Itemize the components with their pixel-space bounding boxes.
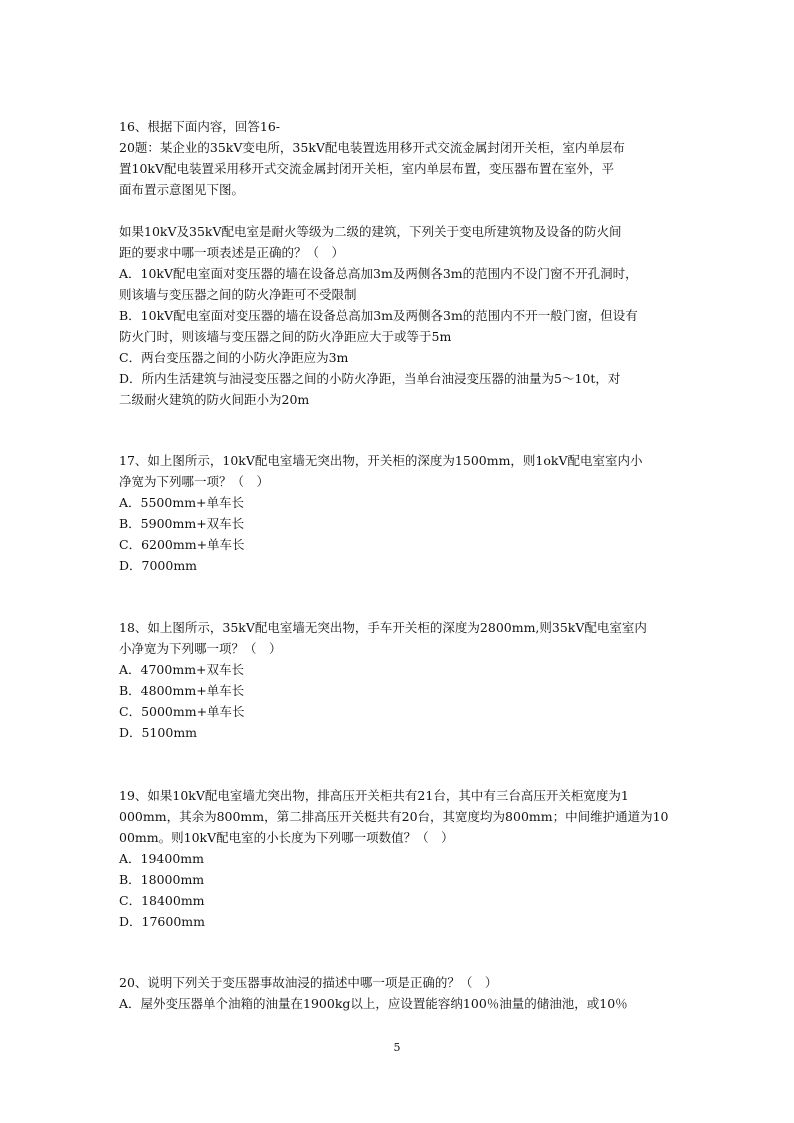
- text-line: 20题：某企业的35kV变电所，35kV配电装置选用移开式交流金属封闭开关柜，室内单层布: [119, 140, 625, 155]
- option-line: B．5900mm+双车长: [119, 516, 245, 531]
- option-line: B．18000mm: [119, 872, 205, 887]
- question-20: 20、说明下列关于变压器事故油浸的描述中哪一项是正确的？（ ）: [119, 975, 498, 990]
- question-17: 17、如上图所示，10kV配电室墙无突出物，开关柜的深度为1500mm，则1okV配电室室内小: [119, 453, 643, 468]
- option-line: B．10kV配电室面对变压器的墙在设备总高加3m及两侧各3m的范围内不开一般门窗，但设有: [119, 308, 638, 323]
- option-line: A．屋外变压器单个油箱的油量在1900kg以上，应设置能容纳100％油量的储油池，或10％: [119, 996, 628, 1011]
- option-line: C．两台变压器之间的小防火净距应为3m: [119, 350, 349, 365]
- text-line: 小净宽为下列哪一项？（ ）: [119, 641, 282, 656]
- question-19: 19、如果10kV配电室墙尤突出物，排高压开关柜共有21台，其中有三台高压开关柜宽度为1: [119, 788, 629, 803]
- text-line: 净宽为下列哪一项？（ ）: [119, 474, 270, 489]
- option-line: C．18400mm: [119, 893, 205, 908]
- text-line: 000mm，其余为800mm，第二排高压开关梃共有20台，其宽度均为800mm；中间维护通道为10: [119, 809, 669, 824]
- option-line: C．5000mm+单车长: [119, 704, 245, 719]
- option-line: A．5500mm+单车长: [119, 495, 245, 510]
- text-line: 置10kV配电装置采用移开式交流金属封闭开关柜，室内单层布置，变压器布置在室外，平: [119, 161, 615, 176]
- text-line: 16、根据下面内容，回答16-: [119, 119, 281, 134]
- option-line: C．6200mm+单车长: [119, 537, 245, 552]
- text-line: 如果10kV及35kV配电室是耐火等级为二级的建筑，下列关于变电所建筑物及设备的防火间: [119, 224, 622, 239]
- option-line: B．4800mm+单车长: [119, 683, 245, 698]
- question-18: 18、如上图所示，35kV配电室墙无突出物，手车开关柜的深度为2800mm,则35kV配电室室内: [119, 620, 647, 635]
- option-line: D．5100mm: [119, 725, 198, 740]
- option-line: D．17600mm: [119, 914, 205, 929]
- option-line: A．10kV配电室面对变压器的墙在设备总高加3m及两侧各3m的范围内不设门窗不开孔洞时，: [119, 266, 638, 281]
- option-line: A．4700mm+双车长: [119, 662, 245, 677]
- option-line: D．所内生活建筑与油浸变压器之间的小防火净距，当单台油浸变压器的油量为5～10t，对: [119, 371, 621, 386]
- text-line: 面布置示意图见下图。: [119, 182, 245, 197]
- text-line: 距的要求中哪一项表述是正确的？（ ）: [119, 245, 345, 260]
- text-line: 防火门时，则该墙与变压器之间的防火净距应大于或等于5m: [119, 329, 452, 344]
- page-number: 5: [393, 1041, 401, 1054]
- text-line: 则该墙与变压器之间的防火净距可不受限制: [119, 287, 357, 302]
- text-line: 00mm。则10kV配电室的小长度为下列哪一项数值？（ ）: [119, 830, 454, 845]
- text-line: 二级耐火建筑的防火间距小为20m: [119, 392, 310, 407]
- option-line: D．7000mm: [119, 558, 198, 573]
- option-line: A．19400mm: [119, 851, 204, 866]
